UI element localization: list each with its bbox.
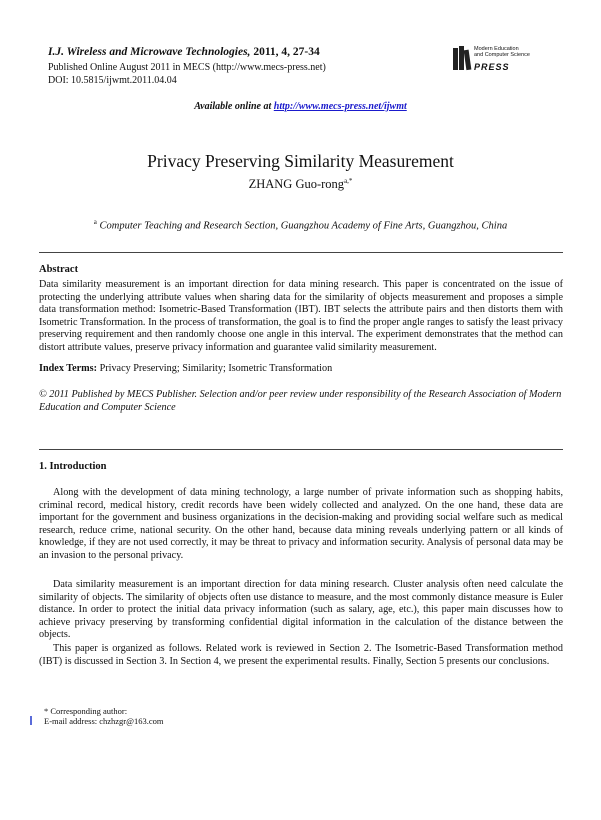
available-online: Available online at http://www.mecs-press.net/ijwmt (194, 101, 407, 112)
author: ZHANG Guo-rong$^{a,*}$ (248, 177, 353, 192)
logo-line-2: and Computer Science (474, 52, 530, 58)
affiliation: $^a$ Computer Teaching and Research Section, Guangzhou Academy of Fine Arts, Guangzhou, China (93, 218, 508, 232)
divider (39, 252, 563, 253)
doi: DOI: 10.5815/ijwmt.2011.04.04 (48, 75, 177, 86)
logo-line-1: Modern Education (474, 46, 519, 52)
copyright-notice: © 2011 Published by MECS Publisher. Selection and/or peer review under responsibility of the Research Association of Modern Education and Computer Science (39, 389, 562, 413)
section-heading: 1. Introduction (39, 461, 107, 472)
published-online: Published Online August 2011 in MECS (http://www.mecs-press.net) (48, 62, 326, 73)
email-line: E-mail address: chzhzgr@163.com (44, 716, 164, 726)
intro-paragraph-3: This paper is organized as follows. Related work is reviewed in Section 2. The Isometric-Based Transformation method (IBT) is discussed in Section 3. In Section 4, we present the experimental results. Finally, Section 5 presents our conclusions. (39, 643, 563, 667)
index-terms: Index Terms: Privacy Preserving; Similarity; Isometric Transformation (39, 363, 333, 374)
margin-marker (30, 716, 32, 725)
corresponding-author: * Corresponding author: (44, 706, 128, 716)
email-link[interactable]: chzhzgr@163.com (99, 716, 164, 726)
publisher-logo (452, 44, 562, 80)
abstract-text: Data similarity measurement is an important direction for data mining research. This paper is concentrated on the issue of protecting the underlying attribute values when sharing data for the similarity of objects measurement and proposes a simple data transformation method: Isometric-Based Transformation (IBT). IBT selects the attribute pairs and then distorts them with Isometric Transformation. In the process of transformation, the goal is to find the proper angle ranges to satisfy the least privacy preserving requirement and then randomly choose one angle in this interval. The experiment demonstrates that the method can distort attribute values, preserve privacy information and guarantee valid similarity measurement. (39, 279, 563, 353)
paper-title: Privacy Preserving Similarity Measurement (147, 151, 454, 171)
abstract-heading: Abstract (39, 264, 79, 275)
intro-paragraph-1: Along with the development of data mining technology, a large number of private information such as shopping habits, criminal record, medical history, credit records have been widely collected and analyzed. On the one hand, these data are important for the government and business organizations in the decision-making and providing social welfare such as medical research, reduce crime, national security. On the other hand, because data mining reveals underlying pattern or all kinds of knowledge, if they are not used correctly, it may be threat to privacy and information security. Analysis of personal data may be an invasion to the personal privacy. (39, 487, 563, 561)
logo-press: PRESS (474, 62, 510, 72)
journal-link[interactable]: http://www.mecs-press.net/ijwmt (273, 101, 407, 112)
divider (39, 449, 563, 450)
intro-paragraph-2: Data similarity measurement is an important direction for data mining research. Cluster analysis often need calculate the similarity of objects. The similarity of objects often use distance to measure, and the most commonly distance measure is Euler distance. In order to protect the initial data privacy information (such as salary, age, etc.), this paper main discusses how to achieve privacy preserving by transforming confidential digital information in the calculation of the distance between the objects. (39, 579, 563, 640)
books-icon (452, 44, 472, 74)
journal-issue: 2011, 4, 27-34 (250, 46, 320, 58)
journal-title: I.J. Wireless and Microwave Technologies, 2011, 4, 27-34 (48, 46, 320, 58)
